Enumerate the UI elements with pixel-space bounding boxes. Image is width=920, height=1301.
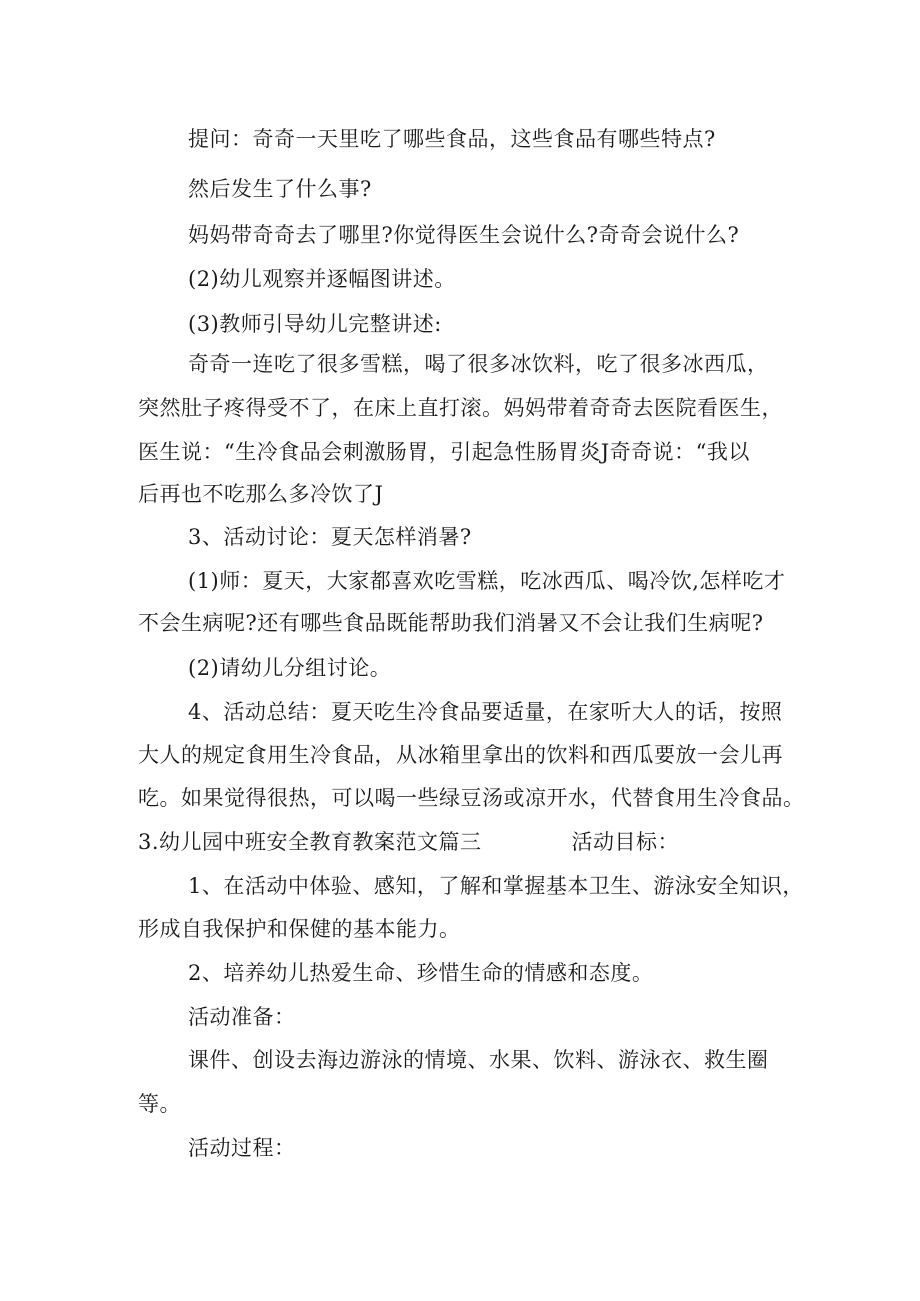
text-line-prep-heading: 活动准备： bbox=[188, 1005, 296, 1029]
text-line-goal-1a: 1、在活动中体验、感知，了解和掌握基本卫生、游泳安全知识， bbox=[188, 874, 804, 898]
text-line-question: 提问：奇奇一天里吃了哪些食品，这些食品有哪些特点? bbox=[188, 127, 716, 151]
text-line-summary-1: 4、活动总结：夏天吃生冷食品要适量，在家听大人的话，按照 bbox=[188, 700, 783, 724]
text-line-story-3: 医生说：“生冷食品会刺激肠胃，引起急性肠胃炎J奇奇说：“我以 bbox=[138, 440, 750, 464]
text-line-summary-3: 吃。如果觉得很热，可以喝一些绿豆汤或凉开水，代替食用生冷食品。 bbox=[138, 786, 805, 810]
text-line-mom-took: 妈妈带奇奇去了哪里?你觉得医生会说什么?奇奇会说什么? bbox=[188, 223, 740, 247]
text-line-teacher-2: 不会生病呢?还有哪些食品既能帮助我们消暑又不会让我们生病呢? bbox=[138, 611, 764, 635]
text-line-group-discuss: (2)请幼儿分组讨论。 bbox=[188, 656, 392, 680]
section-heading bbox=[138, 827, 679, 857]
text-line-prep-end: 等。 bbox=[138, 1092, 181, 1116]
text-line-summary-2: 大人的规定食用生冷食品，从冰箱里拿出的饮料和西瓜要放一会儿再 bbox=[138, 743, 783, 767]
text-line-story-2: 突然肚子疼得受不了，在床上直打滚。妈妈带着奇奇去医院看医生， bbox=[138, 396, 783, 420]
text-line-process-heading: 活动过程： bbox=[188, 1136, 296, 1160]
text-line-goal-2: 2、培养幼儿热爱生命、珍惜生命的情感和态度。 bbox=[188, 961, 654, 985]
text-line-teacher-1: (1)师：夏天，大家都喜欢吃雪糕，吃冰西瓜、喝冷饮,怎样吃才 bbox=[188, 569, 786, 593]
text-line-goal-1b: 形成自我保护和保健的基本能力。 bbox=[138, 917, 461, 941]
text-line-prep-items: 课件、创设去海边游泳的情境、水果、饮料、游泳衣、救生圈 bbox=[188, 1048, 769, 1072]
text-line-what-happened: 然后发生了什么事? bbox=[188, 177, 372, 201]
section-heading-goals: 活动目标： bbox=[571, 830, 680, 854]
text-line-story-1: 奇奇一连吃了很多雪糕，喝了很多冰饮料，吃了很多冰西瓜， bbox=[188, 352, 769, 376]
text-line-story-4: 后再也不吃那么多冷饮了J bbox=[138, 482, 384, 506]
text-line-step-2: (2)幼儿观察并逐幅图讲述。 bbox=[188, 267, 456, 291]
text-line-discussion: 3、活动讨论：夏天怎样消暑? bbox=[188, 525, 472, 549]
section-heading-title: 3.幼儿园中班安全教育教案范文篇三 bbox=[138, 830, 482, 854]
text-line-step-3: (3)教师引导幼儿完整讲述: bbox=[188, 312, 442, 336]
